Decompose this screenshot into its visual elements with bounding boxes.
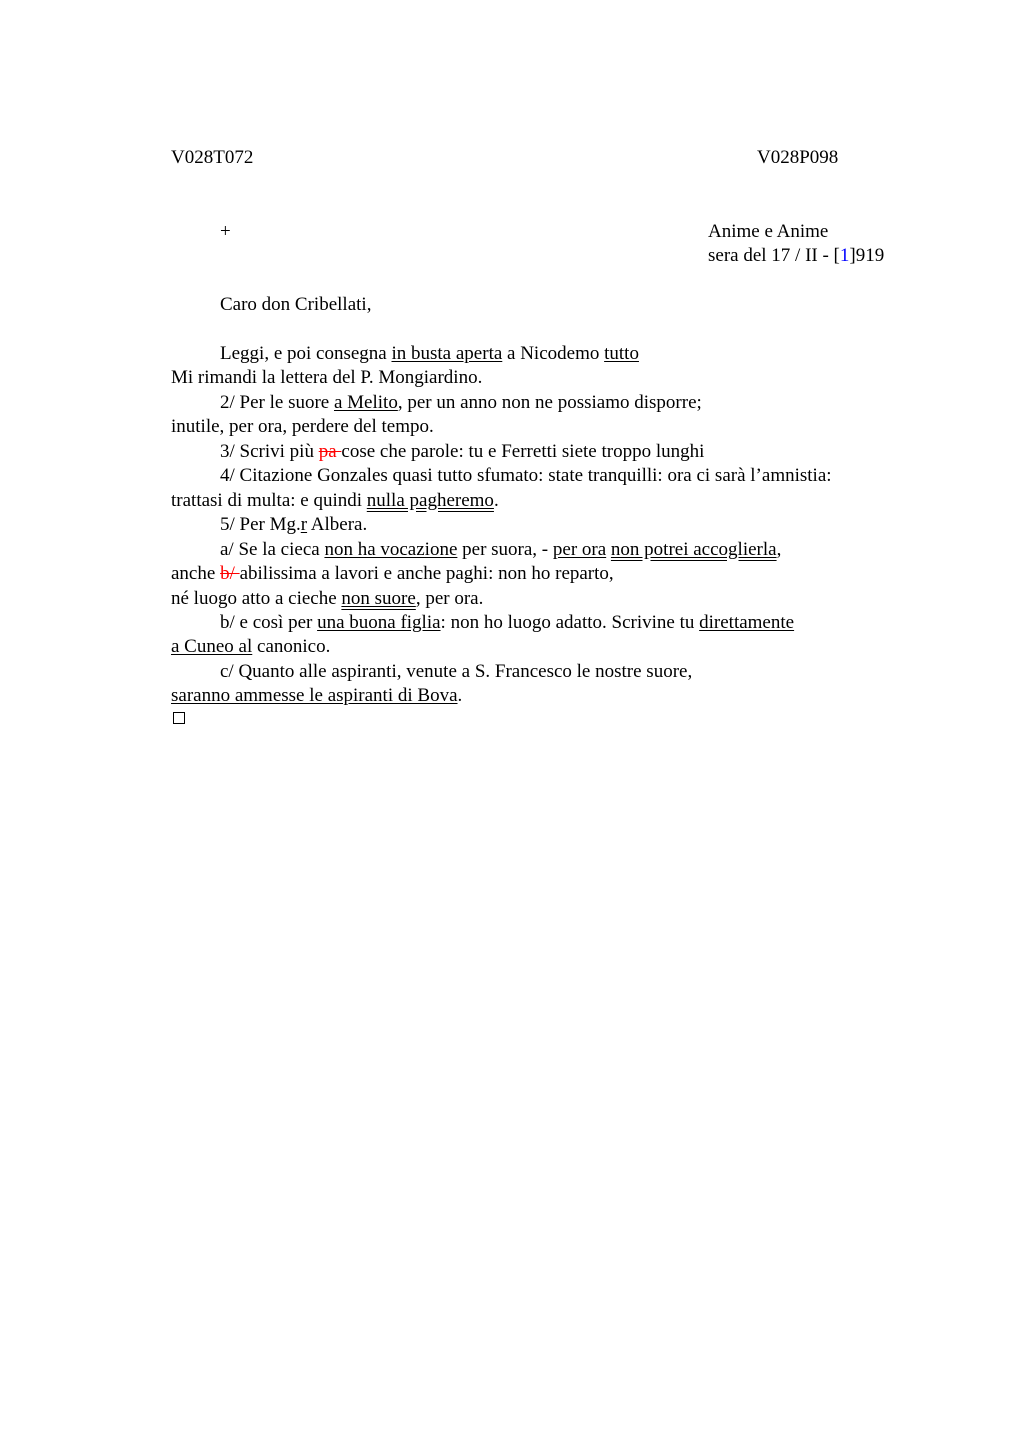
text: abilissima a lavori e anche paghi: non ho reparto, <box>239 563 614 584</box>
text: 5/ Per Mg. <box>220 514 301 535</box>
body-line-1 <box>220 342 639 366</box>
text: anche <box>171 563 221 584</box>
text: , <box>776 539 782 560</box>
text: . <box>493 490 499 511</box>
text: Albera. <box>307 514 368 535</box>
text: a Nicodemo <box>502 343 605 364</box>
document-code-right: V028P098 <box>757 147 839 168</box>
double-underlined-text: non potrei accoglierla <box>610 539 777 560</box>
body-line-11 <box>171 587 483 611</box>
body-line-9 <box>220 538 781 562</box>
text: trattasi di multa: e quindi <box>171 490 367 511</box>
body-line-6: 4/ Citazione Gonzales quasi tutto sfumato: state tranquilli: ora ci sarà l’amnistia: <box>220 465 832 486</box>
body-line-14: c/ Quanto alle aspiranti, venute a S. Francesco le nostre suore, <box>220 661 693 682</box>
document-code-left: V028T072 <box>171 147 254 168</box>
underlined-text: direttamente <box>699 612 795 633</box>
body-line-5 <box>220 440 704 464</box>
body-line-8 <box>220 513 367 537</box>
body-line-15 <box>171 684 462 708</box>
text: , per un anno non ne possiamo disporre; <box>397 392 702 413</box>
salutation: Caro don Cribellati, <box>220 294 372 315</box>
text: né luogo atto a cieche <box>171 588 342 609</box>
underlined-text: r <box>300 514 308 535</box>
text: 2/ Per le suore <box>220 392 334 413</box>
text: b/ e così per <box>220 612 318 633</box>
underlined-text: tutto <box>604 343 639 364</box>
text: per suora, - <box>457 539 553 560</box>
date-suffix: ]919 <box>849 245 885 266</box>
body-line-13 <box>171 635 330 659</box>
text: cose che parole: tu e Ferretti siete troppo lunghi <box>341 441 705 462</box>
underlined-text: a Melito <box>333 392 398 413</box>
text: : non ho luogo adatto. Scrivine tu <box>440 612 700 633</box>
body-line-7 <box>171 489 499 513</box>
cross-mark: + <box>220 221 231 242</box>
text: , per ora. <box>415 588 484 609</box>
double-underlined-text: non suore <box>341 588 416 609</box>
body-line-12 <box>220 611 794 635</box>
text: canonico. <box>252 636 331 657</box>
end-of-document-box <box>173 712 185 724</box>
date-prefix: sera del 17 / II - [ <box>708 245 840 266</box>
date-editorial-digit: 1 <box>839 245 850 266</box>
underlined-text: non ha vocazione <box>324 539 458 560</box>
underlined-text: per ora <box>552 539 607 560</box>
letterhead-motto: Anime e Anime <box>708 221 829 242</box>
body-line-4: inutile, per ora, perdere del tempo. <box>171 416 434 437</box>
double-underlined-text: nulla pagheremo <box>366 490 494 511</box>
text: . <box>457 685 463 706</box>
text: 3/ Scrivi più <box>220 441 319 462</box>
text: Leggi, e poi consegna <box>220 343 392 364</box>
text: a/ Se la cieca <box>220 539 325 560</box>
underlined-text: in busta aperta <box>391 343 503 364</box>
body-line-2: Mi rimandi la lettera del P. Mongiardino. <box>171 367 483 388</box>
letter-date <box>708 244 884 268</box>
body-line-3 <box>220 391 702 415</box>
struck-text: pa <box>318 441 342 462</box>
underlined-text: una buona figlia <box>317 612 441 633</box>
underlined-text: a Cuneo al <box>171 636 253 657</box>
struck-text: b/ <box>220 563 240 584</box>
underlined-text: saranno ammesse le aspiranti di Bova <box>171 685 458 706</box>
body-line-10 <box>171 562 614 586</box>
